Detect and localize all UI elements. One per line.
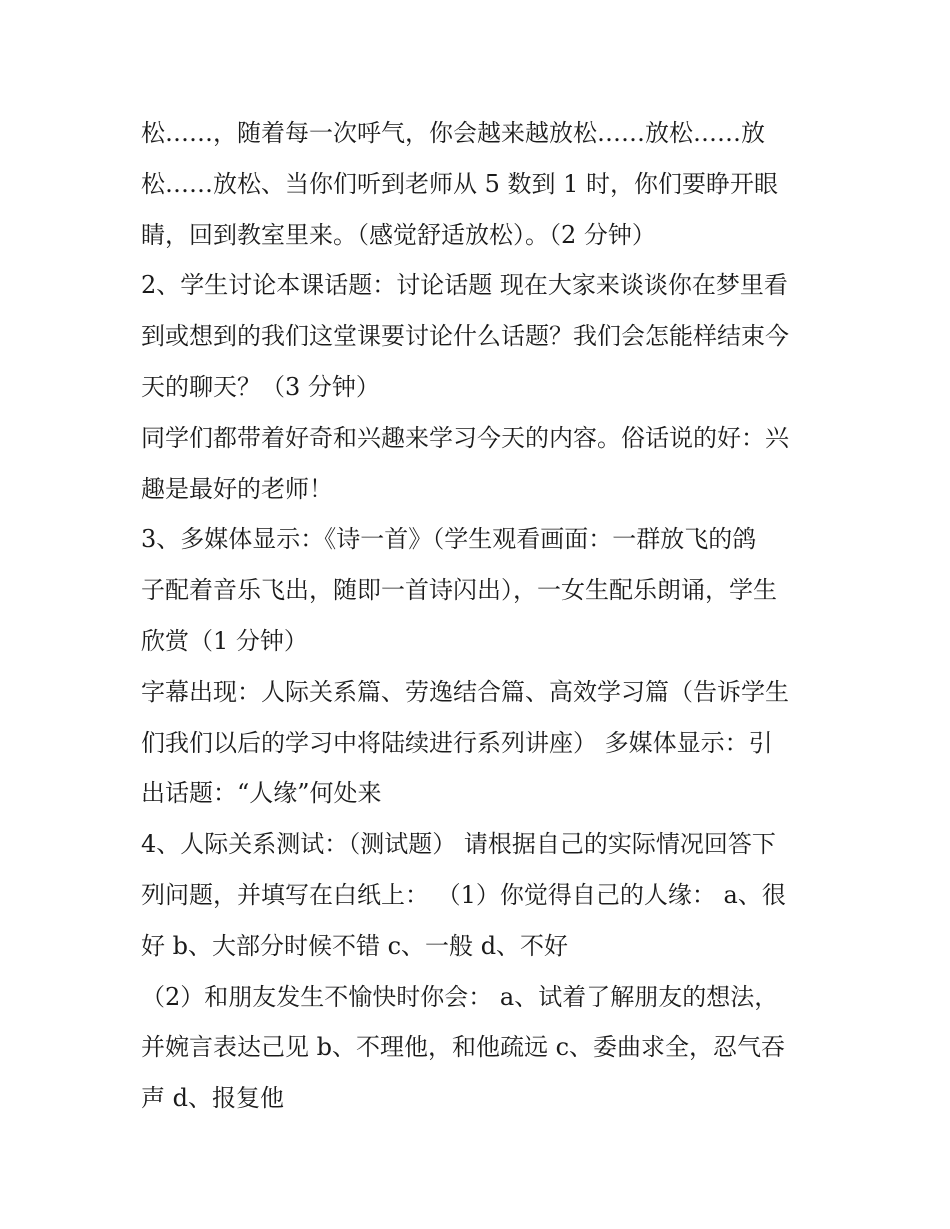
text-line: 趣是最好的老师！ — [141, 474, 333, 503]
text-line: 4、人际关系测试：（测试题） 请根据自己的实际情况回答下 — [141, 830, 776, 859]
text-line: 睛，回到教室里来。（感觉舒适放松）。（2 分钟） — [141, 220, 656, 249]
text-line: 并婉言表达己见 b、不理他，和他疏远 c、委曲求全，忍气吞 — [141, 1033, 786, 1062]
text-line: 2、学生讨论本课话题：讨论话题 现在大家来谈谈你在梦里看 — [141, 271, 788, 300]
text-line: 好 b、大部分时候不错 c、一般 d、不好 — [141, 931, 569, 960]
text-line: 到或想到的我们这堂课要讨论什么话题？我们会怎能样结束今 — [141, 322, 789, 351]
text-line: （2）和朋友发生不愉快时你会： a、试着了解朋友的想法， — [141, 982, 779, 1011]
document-body — [141, 108, 821, 1124]
text-line: 字幕出现：人际关系篇、劳逸结合篇、高效学习篇（告诉学生 — [141, 677, 789, 706]
text-line: 出话题：“人缘”何处来 — [141, 779, 382, 808]
text-line: 松……放松、当你们听到老师从 5 数到 1 时，你们要睁开眼 — [141, 169, 779, 198]
text-line: 子配着音乐飞出，随即一首诗闪出），一女生配乐朗诵，学生 — [141, 576, 777, 605]
text-line: 3、多媒体显示：《诗一首》（学生观看画面：一群放飞的鸽 — [141, 525, 757, 554]
text-line: 欣赏（1 分钟） — [141, 626, 308, 655]
text-line: 松……，随着每一次呼气，你会越来越放松……放松……放 — [141, 119, 765, 147]
text-line: 们我们以后的学习中将陆续进行系列讲座） 多媒体显示：引 — [141, 728, 773, 757]
text-line: 同学们都带着好奇和兴趣来学习今天的内容。俗话说的好：兴 — [141, 423, 789, 452]
text-line: 列问题，并填写在白纸上： （1）你觉得自己的人缘： a、很 — [141, 880, 786, 909]
text-line: 天的聊天？（3 分钟） — [141, 372, 380, 401]
text-line: 声 d、报复他 — [141, 1084, 284, 1113]
